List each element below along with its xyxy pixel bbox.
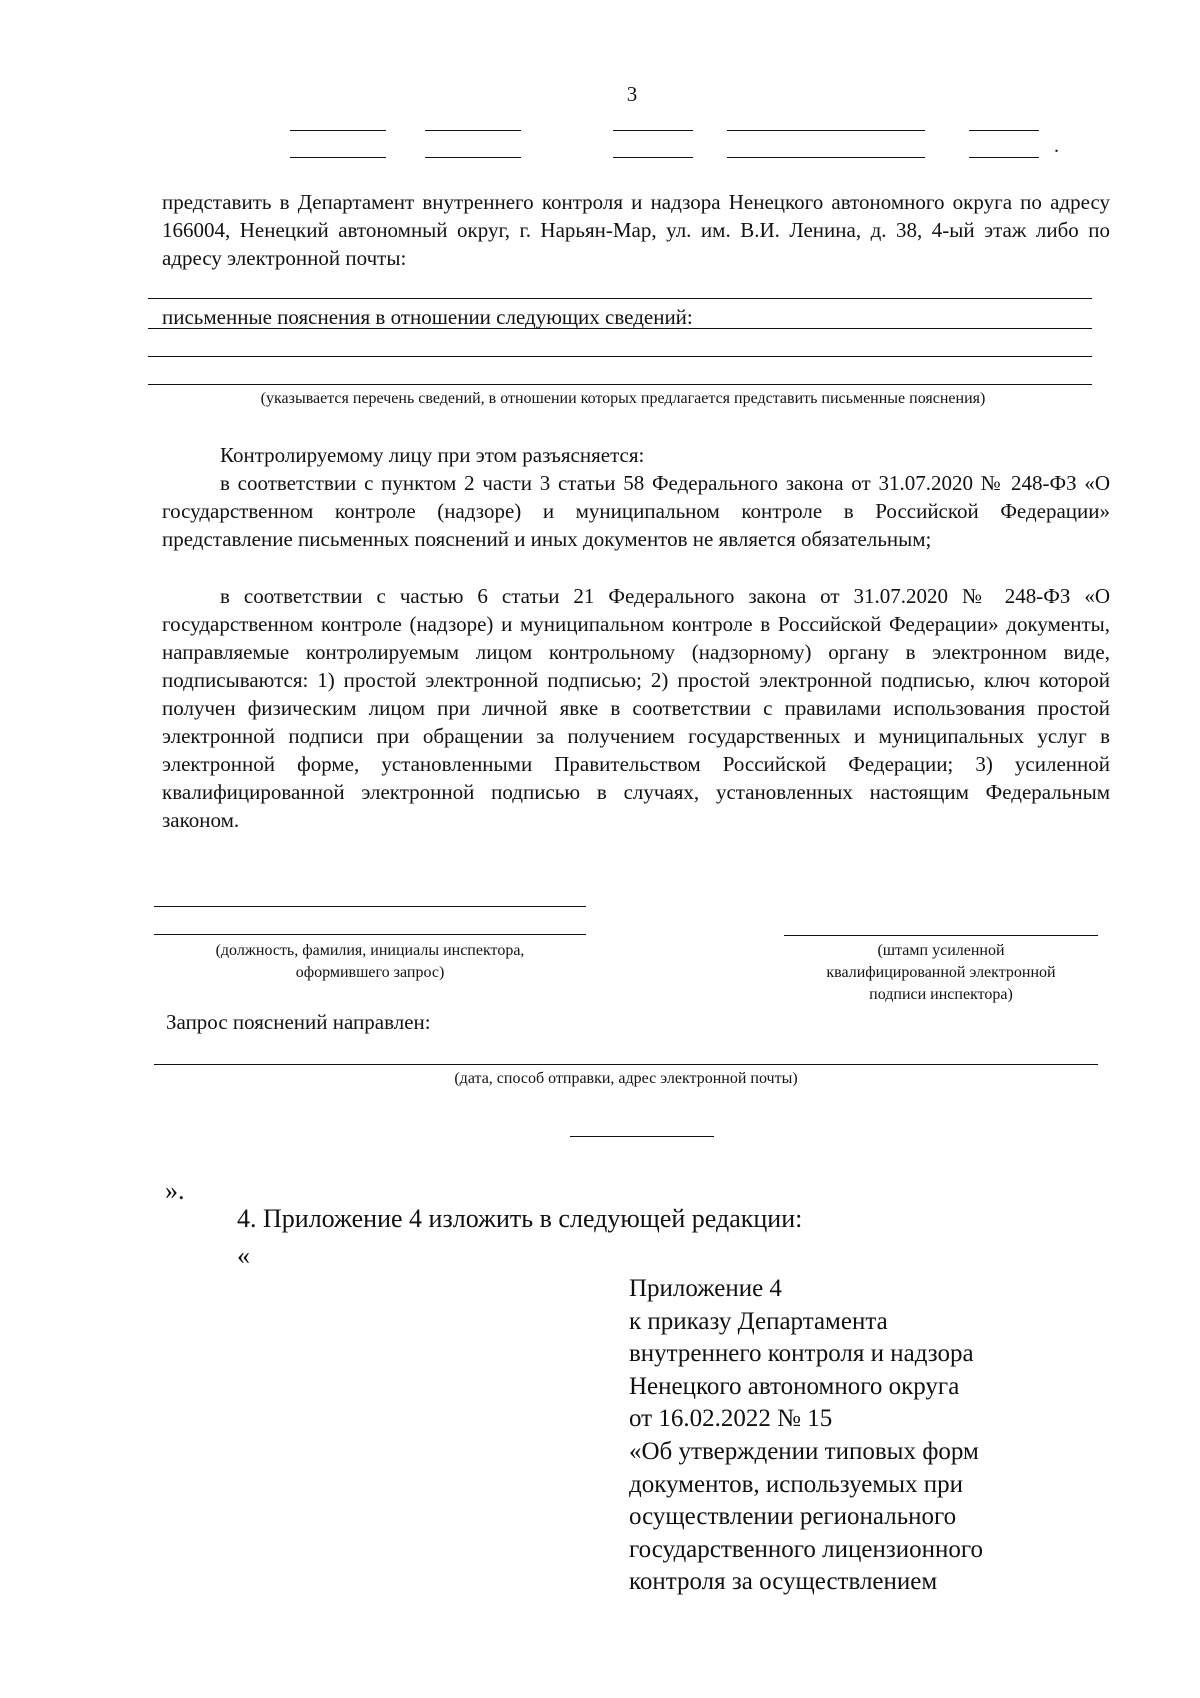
- email-line: [148, 298, 1092, 299]
- inspector-note: (должность, фамилия, инициалы инспектора, оформившего запрос): [215, 942, 525, 981]
- explained-heading: Контролируемому лицу при этом разъясняется:: [220, 443, 645, 467]
- page-number: 3: [626, 82, 638, 106]
- opening-quote: «: [237, 1241, 250, 1270]
- explanations-line-2: [148, 356, 1092, 357]
- explanations-line-1: [148, 328, 1092, 329]
- note-list-of-info: (указывается перечень сведений, в отношении которых предлагается представить письменные пояснения): [260, 390, 986, 407]
- blank-period: .: [1054, 135, 1059, 157]
- explanation-1: в соответствии с пунктом 2 части 3 статьи 58 Федерального закона от 31.07.2020 № 248-ФЗ «О государственном контроле (надзоре) и муниципальном контроле в Российской Федерации» представление письменных пояснений и иных документов не является обязательным;: [162, 471, 1110, 551]
- stamp-line: [784, 935, 1098, 936]
- request-sent-label: Запрос пояснений направлен:: [166, 1010, 431, 1034]
- closing-quote: ».: [165, 1176, 185, 1205]
- appendix-header: Приложение 4 к приказу Департамента внутреннего контроля и надзора Ненецкого автономного округа от 16.02.2022 № 15 «Об утверждении типовых форм документов, используемых при осуществлении регионального государственного лицензионного контроля за осуществлением: [629, 1275, 984, 1596]
- inspector-line-2: [154, 934, 586, 935]
- note-date-method: (дата, способ отправки, адрес электронной почты): [454, 1070, 798, 1087]
- request-sent-line: [154, 1064, 1098, 1065]
- separator-line: [570, 1136, 714, 1137]
- item-4: 4. Приложение 4 изложить в следующей редакции:: [237, 1204, 803, 1233]
- explanation-2: в соответствии с частью 6 статьи 21 Федерального закона от 31.07.2020 № 248-ФЗ «О государственном контроле (надзоре) и муниципальном контроле в Российской Федерации» документы, направляемые контролируемым лицом контрольному (надзорному) органу в электронном виде, подписываются: 1) простой электронной подписью; 2) простой электронной подписью, ключ которой получен физическим лицом при личной явке в соответствии с правилами использования простой электронной подписи при обращении за получением государственных и муниципальных услуг в электронной форме, установленными Правительством Российской Федерации; 3) усиленной квалифицированной электронной подписью в случаях, установленных настоящим Федеральным законом.: [162, 584, 1110, 832]
- explanations-line-3: [148, 384, 1092, 385]
- inspector-line-1: [154, 906, 586, 907]
- written-explanations-label: письменные пояснения в отношении следующих сведений:: [162, 305, 693, 329]
- stamp-note: (штамп усиленной квалифицированной электронной подписи инспектора): [826, 942, 1056, 1003]
- paragraph-submit: представить в Департамент внутреннего контроля и надзора Ненецкого автономного округа по адресу 166004, Ненецкий автономный округ, г. Нарьян-Мар, ул. им. В.И. Ленина, д. 38, 4-ый этаж либо по адресу электронной почты:: [162, 190, 1110, 270]
